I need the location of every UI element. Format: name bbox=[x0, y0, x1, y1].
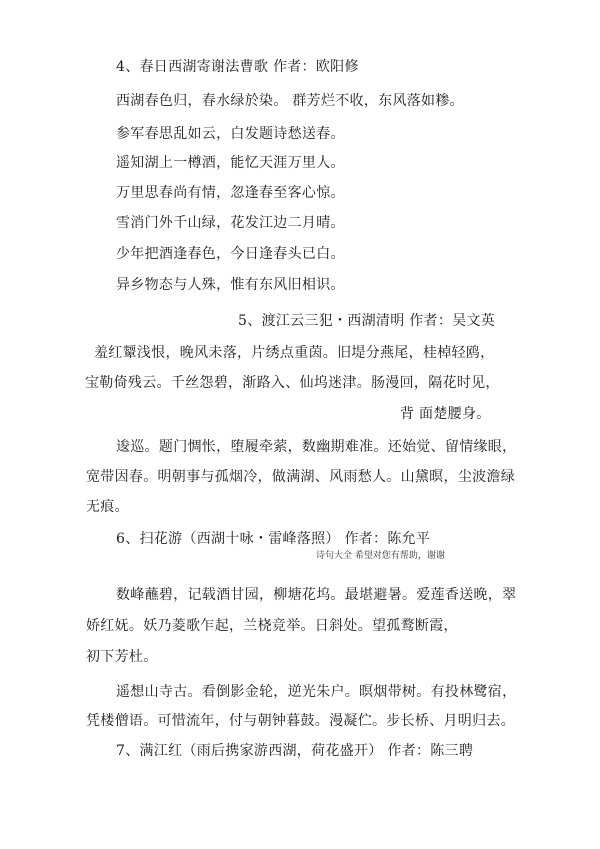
poem-title: 6、扫花游（西湖十咏・雷峰落照） 作者：陈允平 bbox=[116, 531, 431, 547]
poem-line: 异乡物态与人殊，惟有东风旧相识。 bbox=[116, 277, 345, 293]
poem-title: 4、春日西湖寄谢法曹歌 作者：欧阳修 bbox=[116, 59, 359, 75]
poem-line: 参军春思乱如云，白发题诗愁送春。 bbox=[116, 126, 345, 142]
poem-line: 万里思春尚有情，忽逢春至客心惊。 bbox=[116, 185, 345, 201]
poem-line: 宽带因春。明朝事与孤烟冷，做满湖、风雨愁人。山黛暝，尘波澹绿 bbox=[86, 469, 515, 485]
poem-line: 少年把酒逢春色，今日逢春头已白。 bbox=[116, 246, 345, 262]
poem-line: 雪消门外千山绿，花发江边二月晴。 bbox=[116, 215, 345, 231]
poem-line: 数峰蘸碧，记载酒甘园，柳塘花坞。最堪避暑。爱莲香送晚，翠 bbox=[116, 587, 517, 603]
poem-line: 背 面楚腰身。 bbox=[400, 406, 491, 422]
poem-line: 无痕。 bbox=[86, 499, 129, 515]
poem-title: 7、满江红（雨后携家游西湖，荷花盛开） 作者：陈三聘 bbox=[116, 743, 474, 759]
poem-line: 羞红颦浅恨，晚风未落，片绣点重茵。旧堤分燕尾，桂棹轻鸥， bbox=[94, 345, 495, 361]
poem-line: 遥知湖上一樽酒，能忆天涯万里人。 bbox=[116, 155, 345, 171]
poem-title: 5、渡江云三犯・西湖清明 作者：吴文英 bbox=[238, 313, 496, 329]
poem-line: 宝勒倚残云。千丝怨碧，渐路入、仙坞迷津。肠漫回，隔花时见， bbox=[85, 375, 500, 391]
poem-line: 遥想山寺古。看倒影金轮，逆光朱户。暝烟带树。有投林鹭宿， bbox=[116, 684, 517, 700]
poem-line: 初下芳杜。 bbox=[86, 649, 158, 665]
poem-line: 娇红妩。妖乃菱歌乍起，兰桡竞举。日斜处。望孤鹜断霞， bbox=[86, 618, 458, 634]
poem-line: 西湖春色归，春水绿於染。 群芳烂不收，东风落如糁。 bbox=[116, 93, 464, 109]
footnote-text: 诗句大全 希望对您有帮助，谢谢 bbox=[316, 551, 445, 561]
poem-line: 凭楼僧语。可惜流年，付与朝钟暮鼓。漫凝伫。步长桥、月明归去。 bbox=[86, 713, 515, 729]
poem-line: 逡巡。题门惆怅，堕履牵萦，数幽期难准。还始觉、留情缘眼， bbox=[116, 439, 517, 455]
